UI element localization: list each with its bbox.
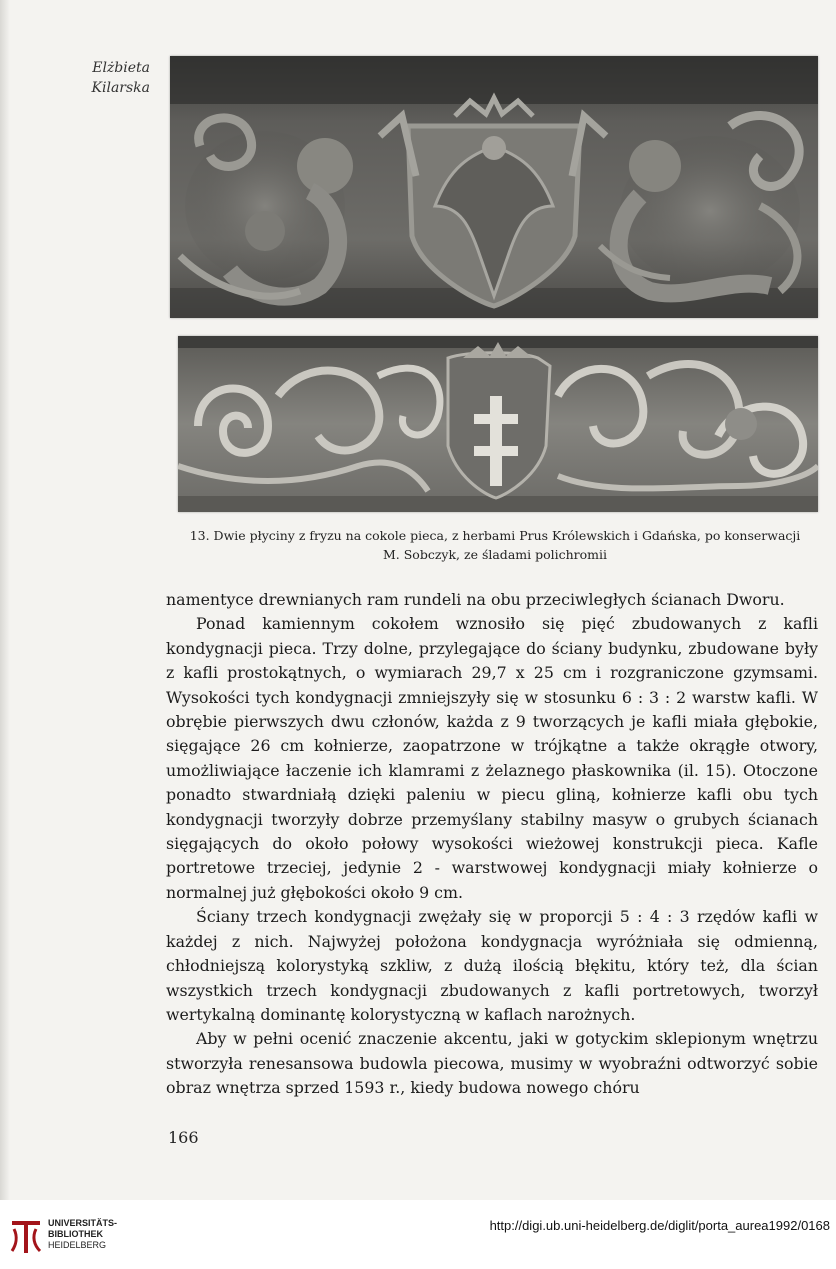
university-library-logo-icon: [8, 1215, 44, 1257]
paragraph-continuation: namentyce drewnianych ram rundeli na obu przeciwległych ścianach Dworu.: [166, 590, 785, 609]
relief-photo-prussia-eagle: [170, 56, 818, 318]
library-logo-text: [48, 1218, 117, 1251]
relief-gdansk-image: [178, 336, 818, 512]
paragraph: Ściany trzech kondygnacji zwężały się w proporcji 5 : 4 : 3 rzędów kafli w każdej z nich. Najwyżej położona kondygnacja wyróżniała się odmienną, chłodniejszą kolorystyką szkliw, z dużą ilością błękitu, który też, dla ścian wszystkich trzech kondygnacji zbudowanych z kafli portretowych, tworzył wertykalną dominantę kolorystyczną w kaflach narożnych.: [166, 907, 818, 1024]
relief-prussia-image: [170, 56, 818, 318]
logo-line-3: HEIDELBERG: [48, 1240, 107, 1250]
logo-line-1: UNIVERSITÄTS-: [48, 1218, 118, 1228]
caption-line-2: M. Sobczyk, ze śladami polichromii: [382, 547, 608, 562]
viewer-footer: [0, 1200, 836, 1269]
caption-line-1: 13. Dwie płyciny z fryzu na cokole pieca, z herbami Prus Królewskich i Gdańska, po konserwacji: [189, 528, 801, 543]
author-last-name: Kilarska: [91, 80, 150, 96]
logo-line-2: BIBLIOTHEK: [48, 1229, 103, 1239]
paragraph: Ponad kamiennym cokołem wznosiło się pięć zbudowanych z kafli kondygnacji pieca. Trzy dolne, przylegające do ściany budynku, zbudowane były z kafli prostokątnych, o wymiarach 29,7 x 25 cm i rozgraniczone gzymsami. Wysokości tych kondygnacji zmniejszyły się w stosunku 6 : 3 : 2 warstw kafli. W obrębie pierwszych dwu członów, każda z 9 tworzących je kafli miała głębokie, sięgające 26 cm kołnierze, zaopatrzone w trójkątne a także okrągłe otwory, umożliwiające łaczenie ich klamrami z żelaznego płaskownika (il. 15). Otoczone ponadto stwardniałą dzięki paleniu w piecu gliną, kołnierze kafli obu tych kondygnacji tworzyły dobrze przemyślany stabilny masyw o grubych ścianach sięgających do około połowy wysokości wieżowej konstrukcji pieca. Kafle portretowe trzeciej, jedynie 2 - warstwowej kondygnacji miały kołnierze o normalnej już głębokości około 9 cm.: [166, 614, 818, 902]
paragraph: Aby w pełni ocenić znaczenie akcentu, jaki w gotyckim sklepionym wnętrzu stworzyła renesansowa budowla piecowa, musimy w wyobraźni odtworzyć sobie obraz wnętrza sprzed 1593 r., kiedy budowa nowego chóru: [166, 1029, 818, 1098]
page-edge-shadow: [0, 0, 10, 1200]
body-text: [166, 588, 818, 1101]
source-url-link[interactable]: http://digi.ub.uni-heidelberg.de/diglit/porta_aurea1992/0168: [489, 1218, 830, 1233]
page-number: 166: [168, 1128, 199, 1147]
relief-photo-gdansk-arms: [178, 336, 818, 512]
author-first-name: Elżbieta: [92, 60, 150, 76]
running-header-author: [86, 58, 150, 98]
figure-caption: [172, 526, 818, 564]
